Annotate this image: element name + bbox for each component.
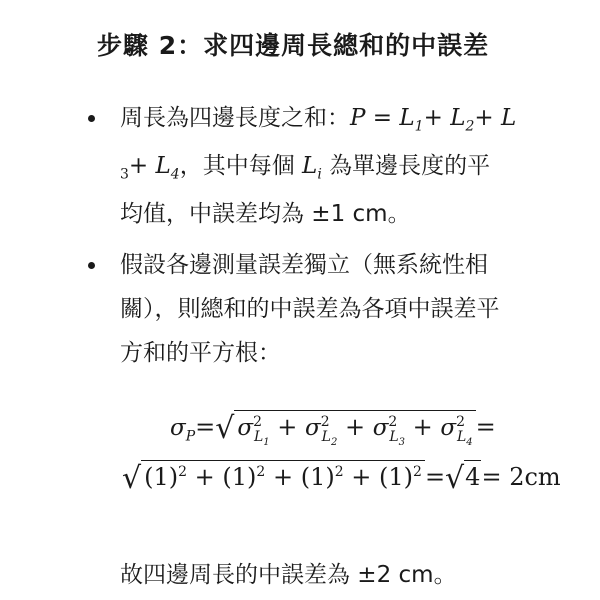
bullet-dot	[88, 115, 95, 122]
bullet1-text-3: 為單邊長度的平	[321, 153, 491, 179]
result: = 2cm	[481, 463, 561, 491]
equals-sign-3: =	[424, 463, 446, 491]
bullet1-text-1: 周長為四邊長度之和：	[120, 105, 350, 131]
equals-sign-2: =	[475, 413, 496, 441]
bullet2-line2: 關），則總和的中誤差為各項中誤差平	[120, 296, 500, 322]
radicand-sigmas: $\sigma^2_{L_1} + \sigma^2_{L_2} + \sigma^2_{L_3} + \sigma^2_{L_4}$	[234, 410, 475, 443]
bullet1-line1	[120, 105, 517, 135]
bullet2-line3: 方和的平方根：	[120, 340, 281, 366]
bullet1-text-2: ，其中每個	[179, 153, 303, 179]
formula-line-1	[170, 408, 600, 448]
sqrt-sign-icon: √	[445, 461, 465, 496]
page-title: 步驟 2：求四邊周長總和的中誤差	[97, 31, 490, 60]
radicand-four: 4	[464, 460, 481, 491]
bullet1-line2	[120, 153, 491, 183]
li-symbol: $L_i$	[302, 153, 322, 183]
perimeter-formula: $P = L_1+ L_2+ L$	[350, 105, 517, 135]
bullet2-line1: 假設各邊測量誤差獨立（無系統性相	[120, 252, 488, 278]
perimeter-formula-cont: $_3+ L_4$	[120, 153, 180, 183]
sigma-p: $\sigma_P$	[170, 415, 196, 445]
bullet-dot	[88, 262, 95, 269]
sqrt-sign-icon: √	[215, 411, 235, 446]
radicand-ones: $(1)^2 + (1)^2 + (1)^2 + (1)^2$	[141, 460, 425, 491]
conclusion-text: 故四邊周長的中誤差為 ±2 cm。	[120, 562, 457, 588]
equals-sign: =	[195, 413, 216, 441]
sqrt-sign-icon: √	[122, 461, 142, 496]
formula-line-2	[122, 458, 582, 496]
bullet1-line3: 均值，中誤差均為 ±1 cm。	[120, 201, 411, 227]
